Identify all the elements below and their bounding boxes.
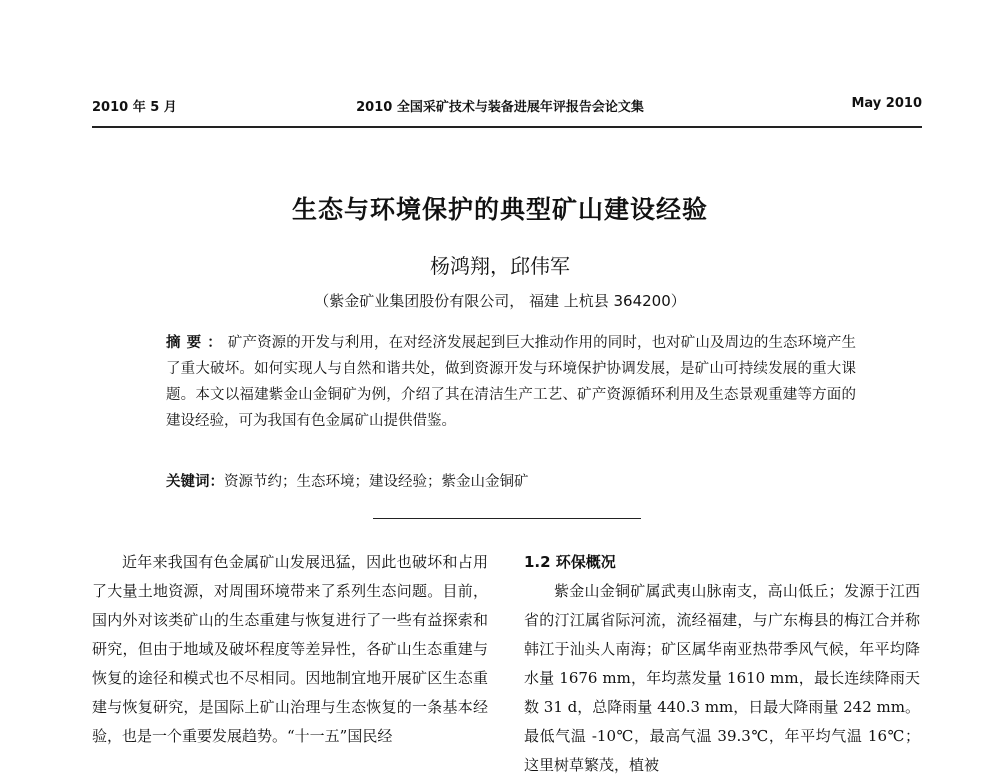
header-journal-title: 2010 全国采矿技术与装备进展年评报告会论文集 (356, 100, 644, 115)
abstract (166, 330, 856, 434)
body-column-right (524, 548, 920, 780)
abstract-text: 矿产资源的开发与利用，在对经济发展起到巨大推动作用的同时，也对矿山及周边的生态环境产生了重大破坏。如何实现人与自然和谐共处，做到资源开发与环境保护协调发展，是矿山可持续发展的重大课题。本文以福建紫金山金铜矿为例，介绍了其在清洁生产工艺、矿产资源循环利用及生态景观重建等方面的建设经验，可为我国有色金属矿山提供借鉴。 (166, 335, 857, 429)
header-date: 2010 年 5 月 (92, 100, 177, 115)
paper-affiliation: （紫金矿业集团股份有限公司， 福建 上杭县 364200） (314, 292, 686, 310)
header-date-en: May 2010 (851, 96, 922, 111)
keywords-text: 资源节约；生态环境；建设经验；紫金山金铜矿 (224, 474, 529, 490)
section-paragraph: 紫金山金铜矿属武夷山脉南支，高山低丘；发源于江西省的汀江属省际河流，流经福建，与广东梅县的梅江合并称韩江于汕头人南海；矿区属华南亚热带季风气候，年平均降水量 1676 mm，年均蒸发量 1610 mm，最长连续降雨天数 31 d，总降雨量 440.3 mm，日最大降雨量 242 mm。最低气温 -10℃，最高气温 39.3℃，年平均气温 16℃；这里树草繁茂，植被 (524, 582, 920, 774)
intro-paragraph: 近年来我国有色金属矿山发展迅猛，因此也破坏和占用了大量土地资源，对周围环境带来了系列生态问题。目前，国内外对该类矿山的生态重建与恢复进行了一些有益探索和研究，但由于地域及破坏程度等差异性，各矿山生态重建与恢复的途径和模式也不尽相同。因地制宜地开展矿区生态重建与恢复研究，是国际上矿山治理与生态恢复的一条基本经验，也是一个重要发展趋势。“十一五”国民经 (92, 553, 488, 745)
section-heading: 1.2 环保概况 (524, 553, 616, 571)
keywords (166, 470, 856, 491)
paper-title: 生态与环境保护的典型矿山建设经验 (291, 195, 708, 224)
paper-authors: 杨鸿翔，邱伟军 (430, 254, 570, 278)
header-rule (92, 126, 922, 128)
body-column-left (92, 548, 488, 751)
abstract-label: 摘要： (166, 335, 228, 351)
abstract-divider (373, 518, 641, 519)
keywords-label: 关键词： (166, 474, 224, 490)
